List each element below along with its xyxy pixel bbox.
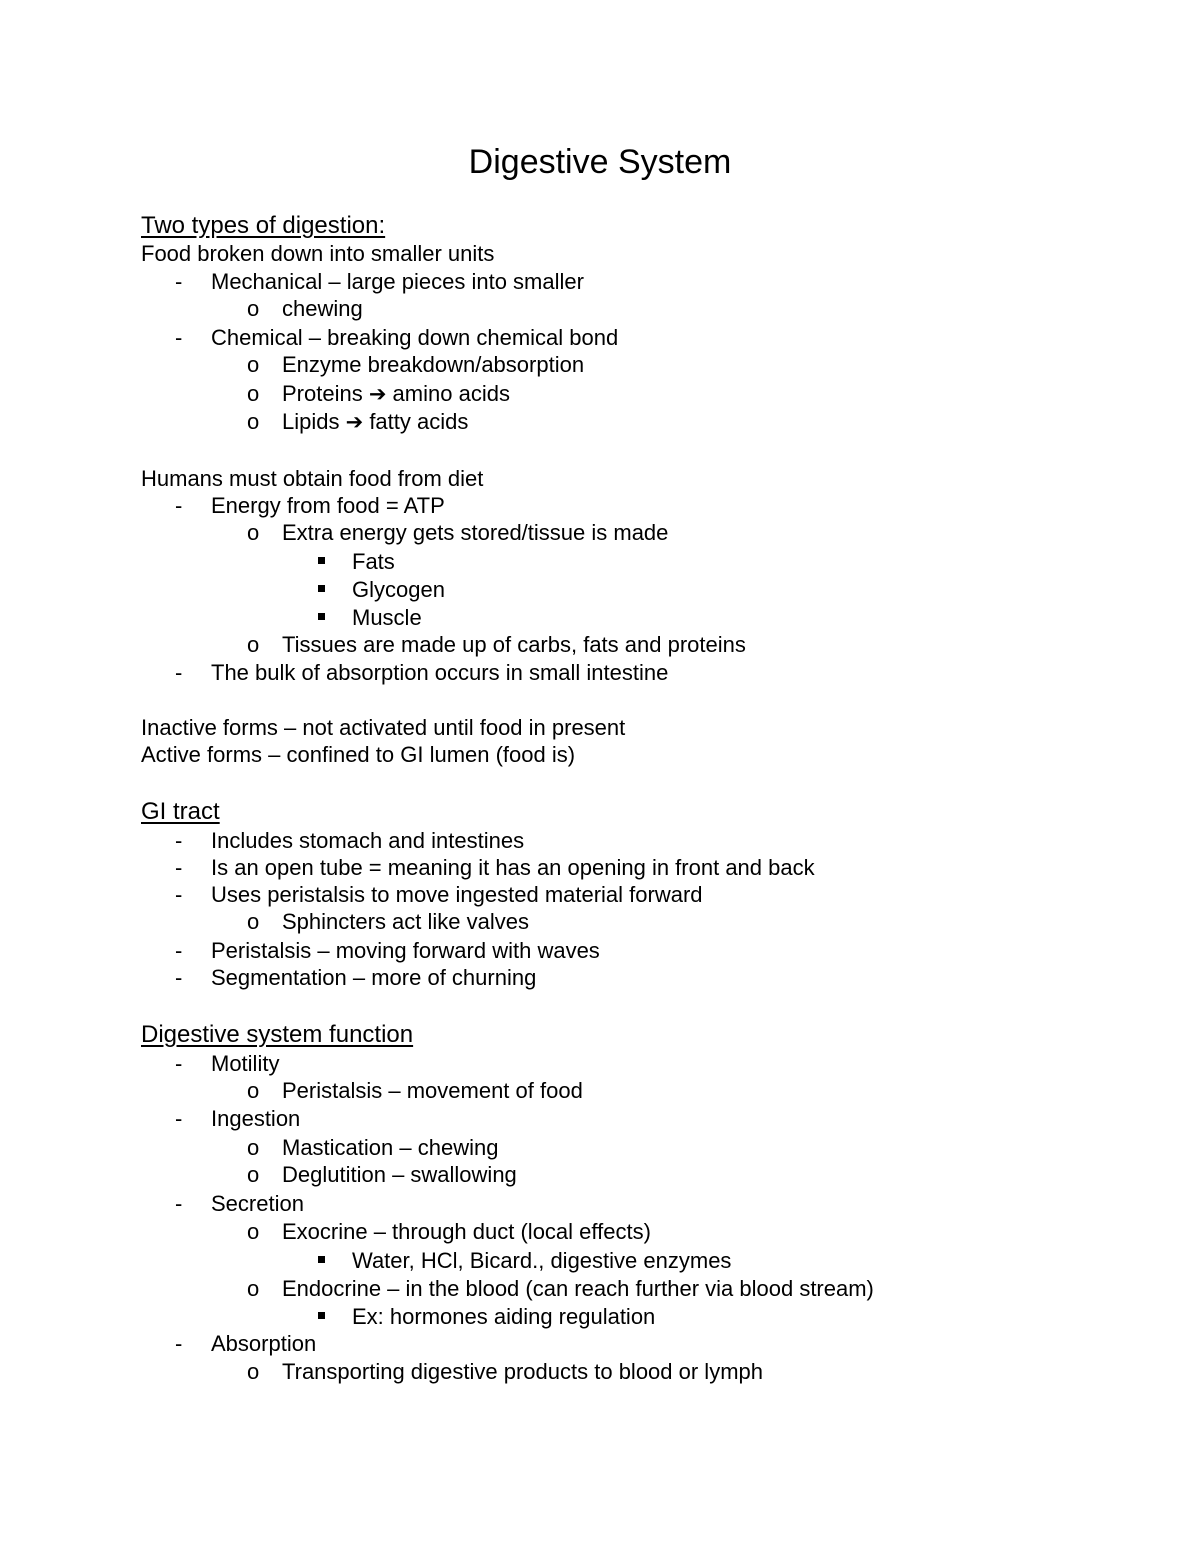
text-line: Food broken down into smaller units <box>141 241 495 266</box>
dash-bullet: - <box>175 938 183 963</box>
list-item: Enzyme breakdown/absorption <box>282 352 585 377</box>
list-item: Peristalsis – moving forward with waves <box>211 938 600 963</box>
circle-bullet: o <box>247 1135 260 1160</box>
list-item-text: Proteins <box>282 381 369 406</box>
list-item: Uses peristalsis to move ingested material forward <box>211 882 703 907</box>
list-item-text: fatty acids <box>363 409 469 434</box>
list-item: Absorption <box>211 1331 317 1356</box>
dash-bullet: - <box>175 1331 183 1356</box>
list-item: Peristalsis – movement of food <box>282 1078 583 1103</box>
dash-bullet: - <box>175 1191 183 1216</box>
list-item: Sphincters act like valves <box>282 909 529 934</box>
circle-bullet: o <box>247 1078 260 1103</box>
square-bullet <box>318 1256 325 1263</box>
list-item-text: Lipids <box>282 409 346 434</box>
list-item: Includes stomach and intestines <box>211 828 525 853</box>
list-item: Mastication – chewing <box>282 1135 499 1160</box>
list-item: Deglutition – swallowing <box>282 1162 517 1187</box>
text-line: Active forms – confined to GI lumen (food is) <box>141 742 576 767</box>
list-item: Energy from food = ATP <box>211 493 445 518</box>
text-line: Humans must obtain food from diet <box>141 466 484 491</box>
list-item: Secretion <box>211 1191 304 1216</box>
list-item: Endocrine – in the blood (can reach further via blood stream) <box>282 1276 874 1301</box>
dash-bullet: - <box>175 493 183 518</box>
circle-bullet: o <box>247 381 260 406</box>
right-arrow-icon: ➔ <box>368 382 387 406</box>
list-item: Glycogen <box>352 577 445 602</box>
dash-bullet: - <box>175 660 183 685</box>
dash-bullet: - <box>175 1106 183 1131</box>
right-arrow-icon: ➔ <box>345 410 364 434</box>
circle-bullet: o <box>247 909 260 934</box>
list-item <box>282 408 468 436</box>
list-item: The bulk of absorption occurs in small intestine <box>211 660 669 685</box>
circle-bullet: o <box>247 632 260 657</box>
list-item: Muscle <box>352 605 422 630</box>
section-heading-digestion-types: Two types of digestion: <box>141 212 386 239</box>
text-line: Inactive forms – not activated until food in present <box>141 715 626 740</box>
circle-bullet: o <box>247 1219 260 1244</box>
square-bullet <box>318 557 325 564</box>
list-item: Transporting digestive products to blood or lymph <box>282 1359 763 1384</box>
circle-bullet: o <box>247 352 260 377</box>
dash-bullet: - <box>175 1051 183 1076</box>
square-bullet <box>318 1312 325 1319</box>
dash-bullet: - <box>175 269 183 294</box>
list-item: chewing <box>282 296 363 321</box>
list-item: Ingestion <box>211 1106 301 1131</box>
circle-bullet: o <box>247 296 260 321</box>
list-item: Water, HCl, Bicard., digestive enzymes <box>352 1248 732 1273</box>
dash-bullet: - <box>175 965 183 990</box>
circle-bullet: o <box>247 409 260 434</box>
section-heading-gi-tract: GI tract <box>141 798 220 825</box>
list-item: Chemical – breaking down chemical bond <box>211 325 619 350</box>
list-item: Motility <box>211 1051 280 1076</box>
circle-bullet: o <box>247 520 260 545</box>
list-item: Ex: hormones aiding regulation <box>352 1304 656 1329</box>
circle-bullet: o <box>247 1162 260 1187</box>
square-bullet <box>318 613 325 620</box>
dash-bullet: - <box>175 882 183 907</box>
list-item: Tissues are made up of carbs, fats and proteins <box>282 632 746 657</box>
circle-bullet: o <box>247 1276 260 1301</box>
dash-bullet: - <box>175 325 183 350</box>
list-item: Extra energy gets stored/tissue is made <box>282 520 669 545</box>
section-heading-system-function: Digestive system function <box>141 1021 414 1048</box>
circle-bullet: o <box>247 1359 260 1384</box>
dash-bullet: - <box>175 828 183 853</box>
list-item: Exocrine – through duct (local effects) <box>282 1219 651 1244</box>
list-item: Fats <box>352 549 395 574</box>
page-title: Digestive System <box>468 143 732 181</box>
list-item: Is an open tube = meaning it has an opening in front and back <box>211 855 815 880</box>
dash-bullet: - <box>175 855 183 880</box>
list-item-text: amino acids <box>386 381 510 406</box>
list-item: Segmentation – more of churning <box>211 965 537 990</box>
list-item: Mechanical – large pieces into smaller <box>211 269 584 294</box>
square-bullet <box>318 585 325 592</box>
list-item <box>282 380 510 408</box>
